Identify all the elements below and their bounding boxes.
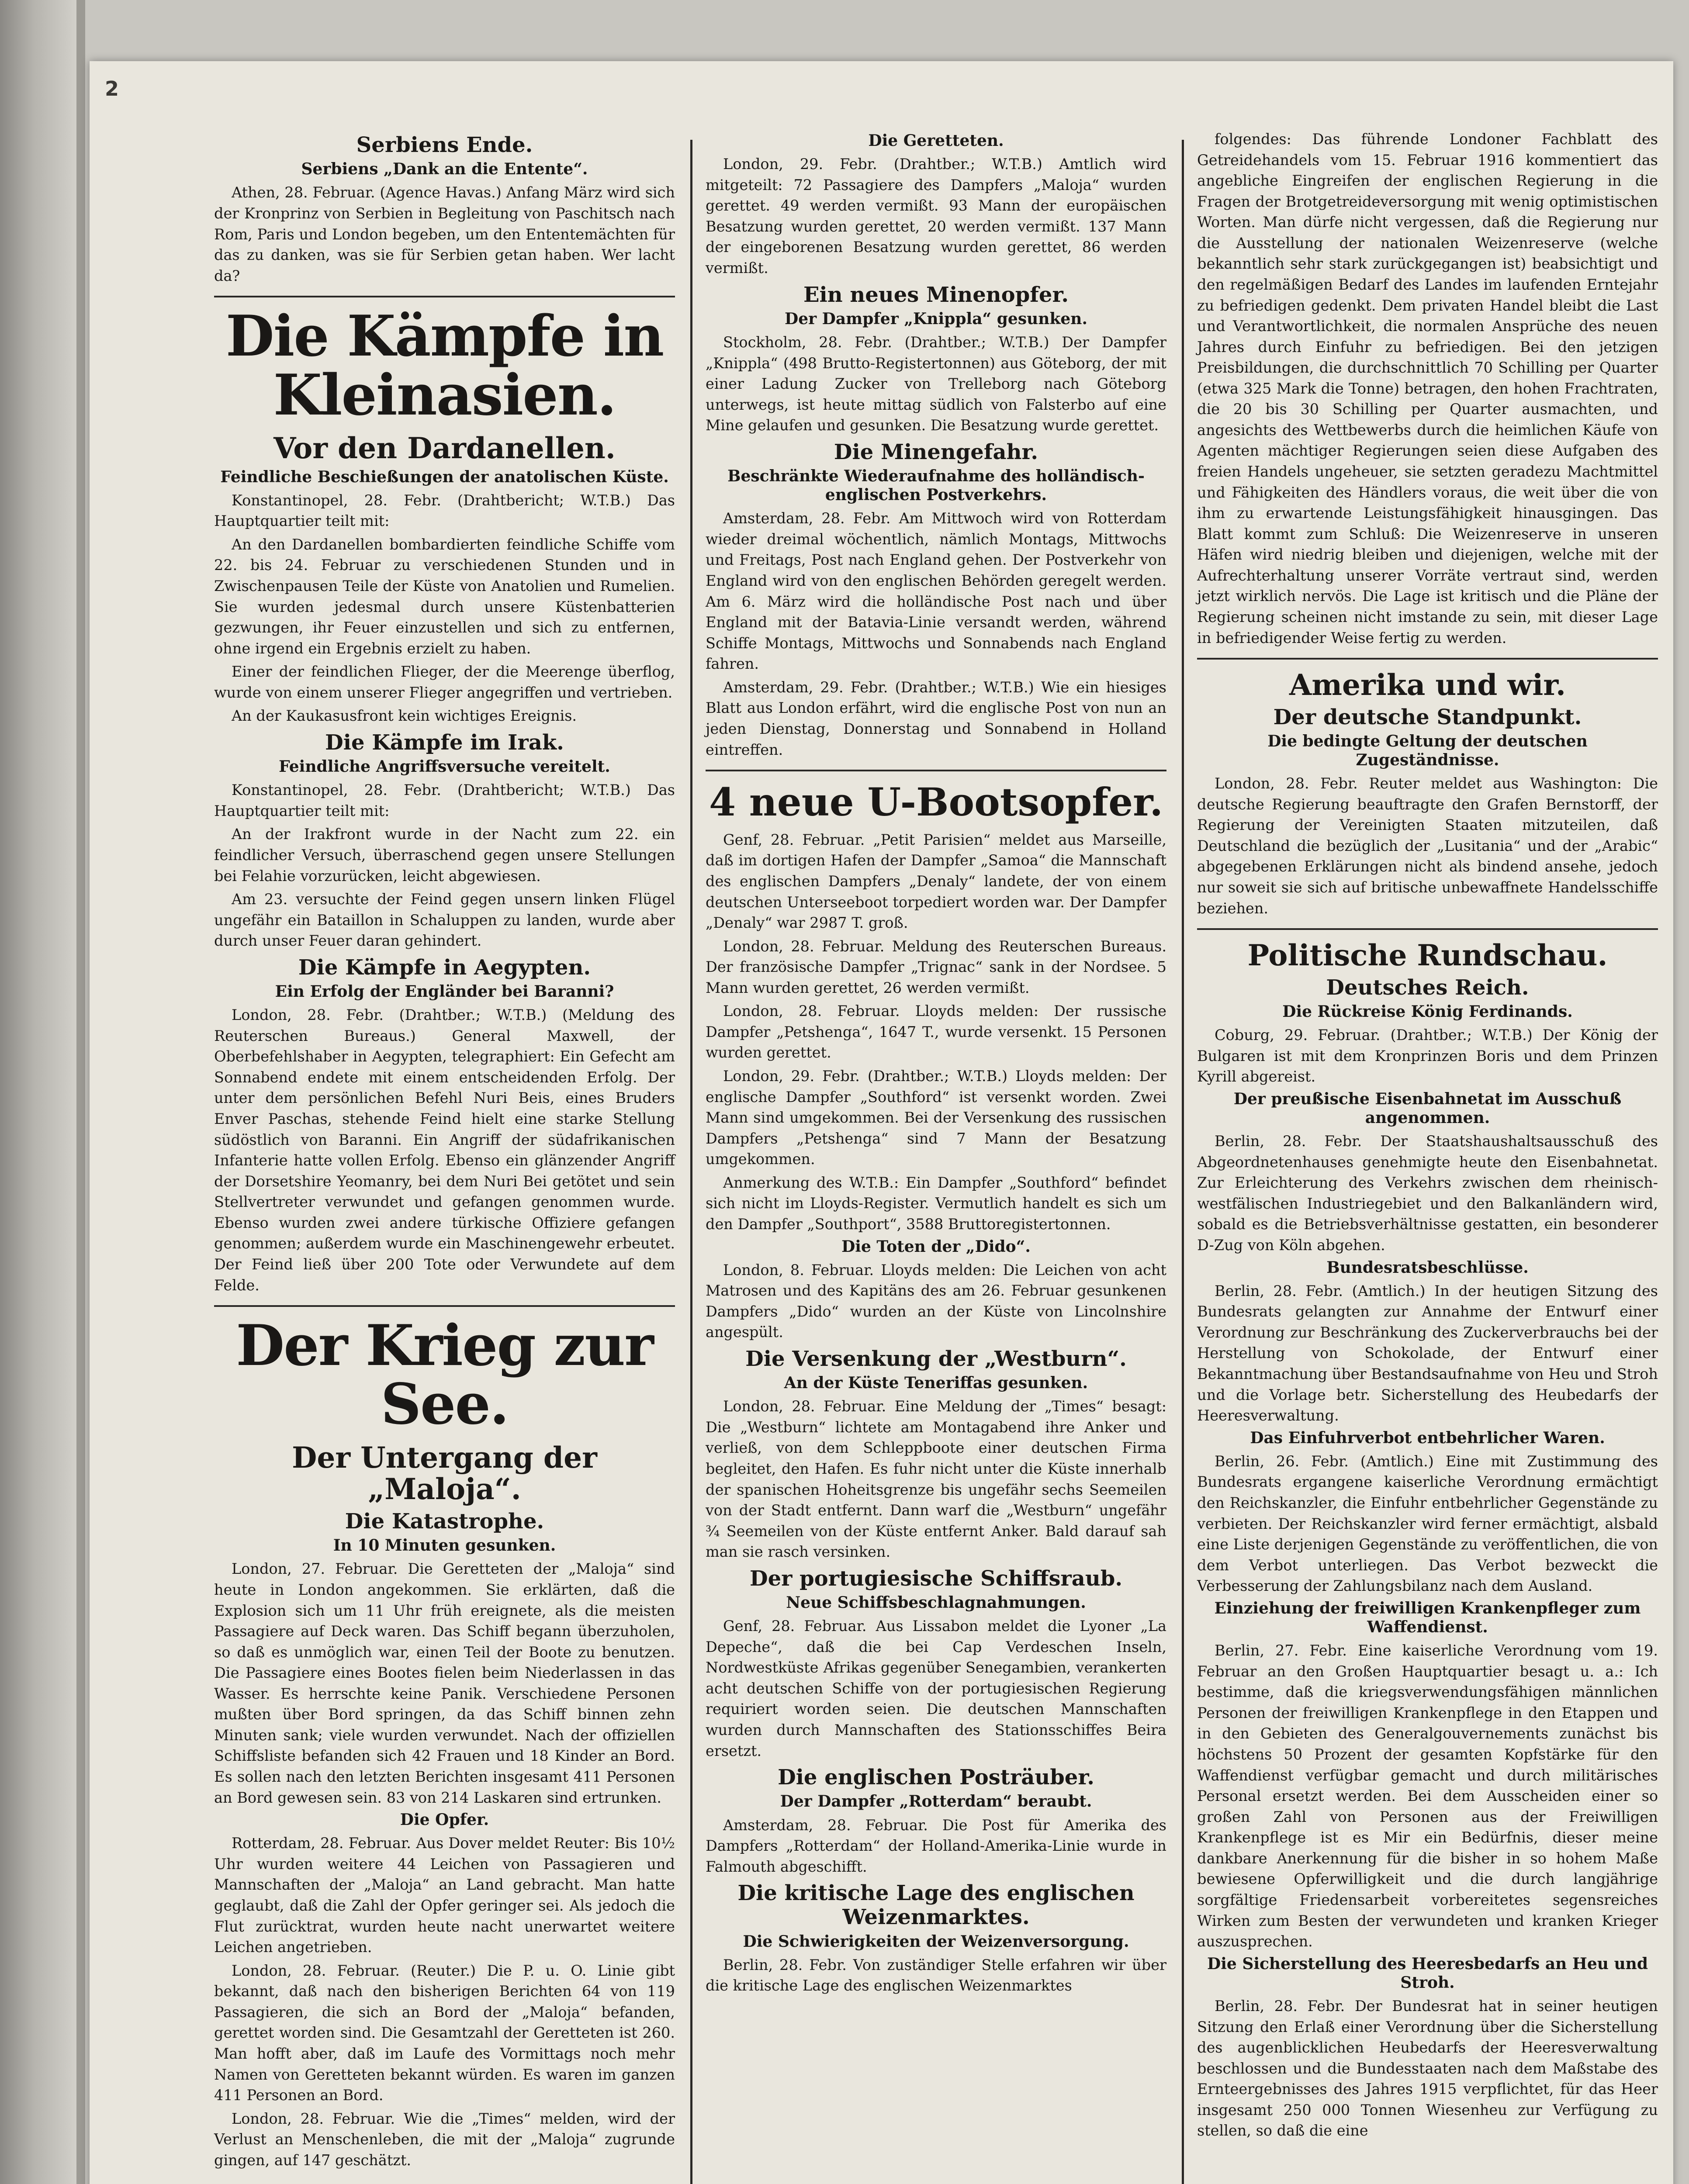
article-subheadline: Neue Schiffsbeschlagnahmungen. (786, 1593, 1086, 1612)
banner-headline: 4 neue U-Bootsopfer. (709, 779, 1163, 825)
article-paragraph: Genf, 28. Februar. „Petit Parisien“ meldet aus Marseille, daß im dortigen Hafen der Dampfer „Samoa“ die Mannschaft des englischen Dampfers „Denaly“ landete, der von einem deutschen Unterseeboot torpediert worden war. Der Dampfer „Denaly“ war 2987 T. groß. (706, 831, 1166, 932)
page-number: 2 (105, 77, 119, 100)
article-paragraph: An der Kaukasusfront kein wichtiges Ereignis. (232, 707, 577, 725)
book-binding (0, 0, 76, 2184)
article-headline: Die Kämpfe in Aegypten. (298, 955, 591, 980)
article-subheadline: Ein Erfolg der Engländer bei Baranni? (275, 982, 614, 1001)
article-paragraph: London, 28. Februar. Eine Meldung der „Times“ besagt: Die „Westburn“ lichtete am Montagabend ihre Anker und verließ, von dem Schleppboote einer deutschen Firma begleitet, den Hafen. Es fuhr nicht unter die Küste innerhalb der spanischen Hoheitsgrenze bis ungefähr sechs Seemeilen von der Stadt entfernt. Dann warf die „Westburn“ ungefähr ¾ Seemeilen von der Küste entfernt Anker. Bald darauf sah man sie rasch versinken. (706, 1398, 1166, 1561)
article-paragraph: An den Dardanellen bombardierten feindliche Schiffe vom 22. bis 24. Februar zu verschiedenen Stunden und in Zwischenpausen Teile der Küste von Anatolien und Rumelien. Sie wurden jedesmal durch unsere Küstenbatterien gezwungen, ihr Feuer einzustellen und sich zu entfernen, ohne irgend ein Ergebnis erzielt zu haben. (214, 536, 675, 657)
article-headline: Die englischen Posträuber. (778, 1765, 1094, 1790)
section-divider (1197, 928, 1658, 930)
article-subheadline: Die Opfer. (400, 1811, 489, 1829)
article-subheadline: Die Schwierigkeiten der Weizenversorgung. (743, 1932, 1129, 1951)
article-paragraph: Am 23. versuchte der Feind gegen unsern linken Flügel ungefähr ein Bataillon in Schaluppen zu landen, wurde aber durch unser Feuer daran gehindert. (214, 891, 675, 950)
page-edge (76, 0, 85, 2184)
article-paragraph: Stockholm, 28. Febr. (Drahtber.; W.T.B.) Der Dampfer „Knippla“ (498 Brutto-Registertonnen) aus Göteborg, der mit einer Ladung Zucker von Trelleborg nach Göteborg unterwegs, ist heute mittag südlich von Falsterbo auf eine Mine gelaufen und gesunken. Die Besatzung wurde gerettet. (706, 333, 1166, 434)
article-paragraph: Konstantinopel, 28. Febr. (Drahtbericht; W.T.B.) Das Hauptquartier teilt mit: (214, 491, 675, 530)
article-headline: Die Kämpfe im Irak. (325, 730, 564, 755)
article-paragraph: Berlin, 28. Febr. Der Staatshaushaltsausschuß des Abgeordnetenhauses genehmigte heute den Eisenbahnetat. Zur Erleichterung des Verkehrs zwischen dem rheinisch-westfälischen Industriegebiet und den Balkanländern wird, sobald es die Betriebsverhältnisse gestatten, ein besonderer D-Zug von Köln abgehen. (1197, 1133, 1658, 1254)
article-subheadline: Die Sicherstellung des Heeresbedarfs an Heu und Stroh. (1207, 1954, 1648, 1992)
article-headline: Die Katastrophe. (345, 1509, 544, 1534)
article-paragraph: Genf, 28. Februar. Aus Lissabon meldet die Lyoner „La Depeche“, daß die bei Cap Verdeschen Inseln, Nordwestküste Afrikas gegenüber Senegambien, verankerten acht deutschen Schiffe von der portugiesischen Regierung requiriert worden seien. Die deutschen Mannschaften wurden durch Mannschaften des Stationsschiffes Beira ersetzt. (706, 1617, 1166, 1759)
article-subheadline: Die bedingte Geltung der deutschen Zugeständnisse. (1267, 732, 1588, 770)
article-paragraph: An der Irakfront wurde in der Nacht zum 22. ein feindlicher Versuch, überraschend gegen unsere Stellungen bei Felahie vorzurücken, leicht abgewiesen. (214, 826, 675, 885)
section-headline: Der Untergang der „Maloja“. (292, 1440, 597, 1507)
article-subheadline: Der preußische Eisenbahnetat im Ausschuß angenommen. (1233, 1089, 1622, 1127)
column-rule-2 (1182, 140, 1184, 2184)
article-paragraph: Amsterdam, 28. Februar. Die Post für Amerika des Dampfers „Rotterdam“ der Holland-Amerika-Linie wurde in Falmouth abgeschifft. (706, 1816, 1166, 1875)
newspaper-page (90, 61, 1673, 2184)
main-headline: Der Krieg zur See. (236, 1313, 653, 1438)
article-paragraph: London, 29. Febr. (Drahtber.; W.T.B.) Amtlich wird mitgeteilt: 72 Passagiere des Dampfers „Maloja“ wurden gerettet. 49 werden vermißt. 93 Mann der europäischen Besatzung wurden gerettet, 20 werden vermißt. 137 Mann der eingeborenen Besatzung wurden gerettet, 86 werden vermißt. (706, 156, 1166, 276)
article-subheadline: Feindliche Angriffsversuche vereitelt. (279, 757, 610, 776)
article-paragraph: Amsterdam, 29. Febr. (Drahtber.; W.T.B.) Wie ein hiesiges Blatt aus London erfährt, wird die englische Post von nun an jeden Dienstag, Donnerstag und Sonnabend in Holland eintreffen. (706, 678, 1166, 758)
section-divider (706, 770, 1166, 771)
article-subheadline: Beschränkte Wiederaufnahme des holländisch-englischen Postverkehrs. (727, 467, 1145, 505)
article-subheadline: Die Geretteten. (868, 131, 1004, 150)
article-paragraph: London, 28. Februar. (Reuter.) Die P. u. O. Linie gibt bekannt, daß nach den bisherigen Berichten 64 von 119 Passagieren, die sich an Bord der „Maloja“ befanden, gerettet worden sind. Die Gesamtzahl der Geretteten ist 260. Man hofft aber, daß im Laufe des Vormittags noch mehr Namen von Geretteten bekannt würden. Es waren im ganzen 411 Personen an Bord. (214, 1962, 675, 2104)
article-paragraph: Berlin, 26. Febr. (Amtlich.) Eine mit Zustimmung des Bundesrats ergangene kaiserliche Verordnung ermächtigt den Reichskanzler, die Einfuhr entbehrlicher Gegenstände zu verbieten. Der Reichskanzler wird ferner ermächtigt, alsbald eine Liste derjenigen Gegenstände zu veröffentlichen, die von dem Verbot unterliegen. Das Verbot bezweckt die Verbesserung der Zahlungsbilanz nach dem Ausland. (1197, 1452, 1658, 1595)
article-paragraph: Coburg, 29. Februar. (Drahtber.; W.T.B.) Der König der Bulgaren ist mit dem Kronprinzen Boris und dem Prinzen Kyrill abgereist. (1197, 1026, 1658, 1085)
article-headline: Deutsches Reich. (1326, 975, 1529, 1000)
article-paragraph: Athen, 28. Februar. (Agence Havas.) Anfang März wird sich der Kronprinz von Serbien in Begleitung von Paschitsch nach Rom, Paris und London begeben, um den Ententemächten für das zu danken, was sie für Serbien getan haben. Wer lacht da? (214, 184, 675, 284)
article-paragraph: London, 28. Februar. Lloyds melden: Der russische Dampfer „Petshenga“, 1647 T., wurde versenkt. 15 Personen wurden gerettet. (706, 1002, 1166, 1061)
column-2 (706, 129, 1166, 1999)
article-headline: Ein neues Minenopfer. (803, 282, 1069, 307)
article-paragraph: Konstantinopel, 28. Febr. (Drahtbericht; W.T.B.) Das Hauptquartier teilt mit: (214, 781, 675, 819)
article-subheadline: Bundesratsbeschlüsse. (1326, 1258, 1529, 1277)
article-subheadline: Serbiens „Dank an die Entente“. (301, 160, 588, 179)
article-paragraph: folgendes: Das führende Londoner Fachblatt des Getreidehandels vom 15. Februar 1916 kommentiert das angebliche Eingreifen der englischen Regierung in die Fragen der Brotgetreideversorgung mit wenig optimistischen Worten. Man dürfe nicht vergessen, daß die Regierung nur die Ausstellung der nationalen Weizenreserve (welche bekanntlich sehr stark zurückgegangen ist) beabsichtigt und den regelmäßigen Bedarf des Landes im laufenden Erntejahr zu befriedigen gedenkt. Dem privaten Handel bleibt die Last und Verantwortlichkeit, die normalen Ansprüche des neuen Jahres durch Einfuhr zu befriedigen. Bei den jetzigen Preisbildungen, die durchschnittlich 70 Schilling per Quarter (etwa 325 Mark die Tonne) betragen, den hohen Frachtraten, die 20 bis 30 Schilling per Quarter ausmachten, und angesichts des Wettbewerbs durch die heimlichen Käufe von Agenten mächtiger Regierungen seien diese Aufgaben des freien Handels ungeheuer, sie setzten geradezu Machtmittel und Fähigkeiten des Händlers voraus, die weit über die von ihm zu erwartende Leistungsfähigkeit hinausgingen. Das Blatt kommt zum Schluß: Die Weizenreserve in unseren Häfen wird niedrig bleiben und diejenigen, welche mit der Aufrechterhaltung unserer Vorräte vertraut sind, werden jetzt wirklich nervös. Die Lage ist kritisch und die Pläne der Regierung scheinen nicht imstande zu sein, mit dieser Lage in befriedigender Weise fertig zu werden. (1197, 131, 1658, 646)
article-paragraph: Berlin, 28. Febr. (Amtlich.) In der heutigen Sitzung des Bundesrats gelangten zur Annahme der Entwurf einer Verordnung zur Beschränkung des Zuckerverbrauchs bei der Herstellung von Schokolade, der Entwurf einer Bekanntmachung über Bestandsaufnahme von Heu und Stroh und die Vorlage betr. Sicherstellung des Heubedarfs der Heeresverwaltung. (1197, 1282, 1658, 1424)
column-1 (214, 129, 675, 2173)
article-paragraph: London, 28. Febr. (Drahtber.; W.T.B.) (Meldung des Reuterschen Bureaus.) General Maxwell, der Oberbefehlshaber in Aegypten, telegraphiert: Ein Gefecht am Sonnabend endete mit einem entscheidenden Erfolg. Der unter dem persönlichen Befehl Nuri Beis, eines Bruders Enver Paschas, stehende Feind hielt eine starke Stellung südöstlich von Baranni. Ein Angriff der südafrikanischen Infanterie hatte vollen Erfolg. Ebenso ein glänzender Angriff der Dorsetshire Yeomanry, bei dem Nuri Bei getötet und sein Stellvertreter verwundet und gefangen genommen wurde. Ebenso wurden zwei andere türkische Offiziere gefangen genommen; außerdem wurde ein Maschinengewehr erbeutet. Der Feind ließ über 200 Tote oder Verwundete auf dem Felde. (214, 1006, 675, 1294)
section-divider (214, 1305, 675, 1307)
article-subheadline: In 10 Minuten gesunken. (333, 1536, 556, 1555)
article-paragraph: Einer der feindlichen Flieger, der die Meerenge überflog, wurde von einem unserer Flieger angegriffen und vertrieben. (214, 663, 675, 701)
column-3 (1197, 129, 1658, 2144)
article-subheadline: Feindliche Beschießungen der anatolischen Küste. (220, 467, 669, 486)
article-subheadline: Der Dampfer „Knippla“ gesunken. (785, 309, 1087, 328)
article-paragraph: London, 28. Febr. Reuter meldet aus Washington: Die deutsche Regierung beauftragte den Grafen Bernstorff, der Regierung der Vereinigten Staaten mitzuteilen, daß Deutschland die bezüglich der „Lusitania“ und der „Arabic“ abgegebenen Erklärungen nicht als bindend ansehe, jedoch nur soweit sie sich auf britische unbewaffnete Handelsschiffe beziehen. (1197, 775, 1658, 917)
article-subheadline: Das Einfuhrverbot entbehrlicher Waren. (1250, 1428, 1605, 1447)
article-headline: Die Versenkung der „Westburn“. (745, 1346, 1127, 1371)
article-subheadline: Die Toten der „Dido“. (841, 1237, 1031, 1256)
article-headline: Die Minengefahr. (834, 439, 1038, 464)
article-headline: Die kritische Lage des englischen Weizenmarktes. (737, 1881, 1135, 1930)
article-headline: Der portugiesische Schiffsraub. (749, 1566, 1123, 1591)
article-paragraph: Rotterdam, 28. Februar. Aus Dover meldet Reuter: Bis 10½ Uhr wurden weitere 44 Leichen von Passagieren und Mannschaften der „Maloja“ an Land gebracht. Man hatte geglaubt, daß die Zahl der Opfer geringer sei. Als jedoch die Flut zurücktrat, wurden heute nacht unerwartet weitere Leichen angetrieben. (214, 1835, 675, 1956)
article-subheadline: An der Küste Teneriffas gesunken. (784, 1374, 1088, 1393)
article-paragraph: Berlin, 28. Febr. Von zuständiger Stelle erfahren wir über die kritische Lage des englischen Weizenmarktes (706, 1956, 1166, 1994)
article-subheadline: Einziehung der freiwilligen Krankenpfleger zum Waffendienst. (1214, 1599, 1641, 1636)
article-paragraph: London, 28. Februar. Wie die „Times“ melden, wird der Verlust an Menschenleben, die mit der „Maloja“ zugrunde gingen, auf 147 geschätzt. (214, 2110, 675, 2169)
article-subheadline: Die Rückreise König Ferdinands. (1282, 1002, 1573, 1021)
article-paragraph: London, 28. Februar. Meldung des Reuterschen Bureaus. Der französische Dampfer „Trignac“ sank in der Nordsee. 5 Mann wurden gerettet, 26 werden vermißt. (706, 937, 1166, 996)
section-headline: Vor den Dardanellen. (273, 431, 616, 465)
article-paragraph: Anmerkung des W.T.B.: Ein Dampfer „Southford“ befindet sich nicht im Lloyds-Register. Vermutlich handelt es sich um den Dampfer „Southport“, 3588 Bruttoregistertonnen. (706, 1174, 1166, 1233)
article-subheadline: Der Dampfer „Rotterdam“ beraubt. (780, 1792, 1092, 1811)
article-paragraph: London, 27. Februar. Die Geretteten der „Maloja“ sind heute in London angekommen. Sie erklärten, daß die Explosion sich um 11 Uhr früh ereignete, als die meisten Passagiere auf Deck waren. Das Schiff begann überzuholen, so daß es unmöglich war, einen Teil der Boote zu benutzen. Die Passagiere eines Bootes fielen beim Niederlassen in das Wasser. Es herrschte keine Panik. Verschiedene Personen mußten über Bord springen, da das Schiff binnen zehn Minuten sank; viele wurden verwundet. Nach der offiziellen Schiffsliste befanden sich 42 Frauen und 18 Kinder an Bord. Es sollen nach den letzten Berichten insgesamt 411 Personen an Bord gewesen sein. 83 von 214 Laskaren sind ertrunken. (214, 1560, 675, 1806)
article-paragraph: Berlin, 27. Febr. Eine kaiserliche Verordnung vom 19. Februar an den Großen Hauptquartier besagt u. a.: Ich bestimme, daß die kriegsverwendungsfähigen männlichen Personen der freiwilligen Krankenpflege in den Etappen und in den Gebieten des Generalgouvernements zunächst bis höchstens 50 Prozent der gesamten Kopfstärke für den Waffendienst verfügbar gemacht und durch militärisches Personal ersetzt werden. Bei dem Ausscheiden einer so großen Zahl von Personen aus der Freiwilligen Krankenpflege ist es Mir ein Bedürfnis, dieser meine dankbare Anerkennung für die bisher in so hohem Maße bewiesene Opferwilligkeit und die durch langjährige sorgfältige Friedensarbeit vorbereitetes segensreiches Wirken zum Besten der verwundeten und kranken Krieger auszusprechen. (1197, 1642, 1658, 1950)
article-paragraph: London, 8. Februar. Lloyds melden: Die Leichen von acht Matrosen und des Kapitäns des am 26. Februar gesunkenen Dampfers „Dido“ wurden an der Küste von Lincolnshire angespült. (706, 1261, 1166, 1341)
article-paragraph: Berlin, 28. Febr. Der Bundesrat hat in seiner heutigen Sitzung den Erlaß einer Verordnung über die Sicherstellung des augenblicklichen Heubedarfs der Heeresverwaltung beschlossen und die Bundesstaaten nach dem Maßstabe des Ernteergebnisses des Jahres 1915 verpflichtet, für das Heer insgesamt 250 000 Tonnen Wiesenheu zur Verfügung zu stellen, so daß die eine (1197, 1997, 1658, 2139)
article-paragraph: London, 29. Febr. (Drahtber.; W.T.B.) Lloyds melden: Der englische Dampfer „Southford“ ist versenkt worden. Zwei Mann sind umgekommen. Bei der Versenkung des russischen Dampfers „Petshenga“ sind 7 Mann der Besatzung umgekommen. (706, 1068, 1166, 1168)
article-paragraph: Amsterdam, 28. Febr. Am Mittwoch wird von Rotterdam wieder dreimal wöchentlich, nämlich Montags, Mittwochs und Freitags, Post nach England gehen. Der Postverkehr von England wird von den englischen Behörden geregelt werden. Am 6. März wird die holländische Post nach und über England mit der Batavia-Linie versandt werden, während Schiffe Montags, Mittwochs und Sonnabends nach England fahren. (706, 510, 1166, 673)
section-divider (214, 296, 675, 297)
section-headline: Politische Rundschau. (1247, 938, 1608, 973)
column-rule-1 (690, 140, 692, 2184)
article-headline: Serbiens Ende. (356, 133, 533, 157)
article-headline: Der deutsche Standpunkt. (1273, 705, 1582, 729)
section-headline: Amerika und wir. (1289, 668, 1566, 702)
section-divider (1197, 658, 1658, 660)
main-headline: Die Kämpfe in Kleinasien. (225, 304, 664, 428)
